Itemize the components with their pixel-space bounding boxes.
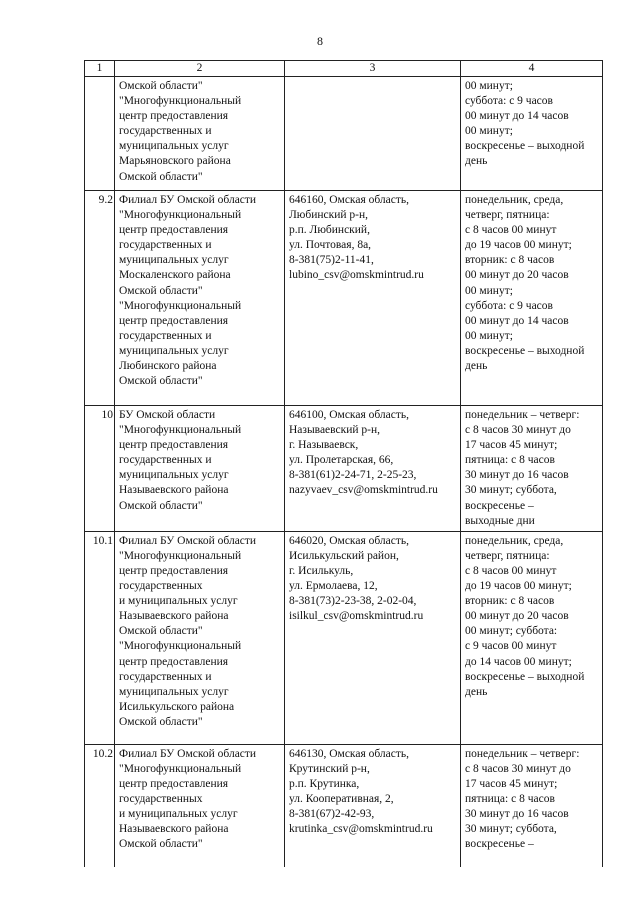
institution-name: Филиал БУ Омской области "Многофункциональный центр предоставления государственных и муниципальных услуг Москаленского района Омской области" "Многофункциональный центр предоставления государственных и муниципальных услуг Любинского района Омской области" (115, 191, 285, 406)
table-row (85, 406, 603, 532)
column-header-hours: 4 (461, 61, 603, 77)
table-row (85, 531, 603, 744)
institution-address: 646020, Омская область, Исилькульский район, г. Исилькуль, ул. Ермолаева, 12, 8-381(73)2-23-38, 2-02-04, isilkul_csv@omskmintrud.ru (285, 531, 461, 744)
institution-name: Филиал БУ Омской области "Многофункциональный центр предоставления государственных и муниципальных услуг Называевского района Омской области" (115, 744, 285, 867)
column-header-number: 1 (85, 61, 115, 77)
row-number (85, 77, 115, 191)
institution-name: Филиал БУ Омской области "Многофункциональный центр предоставления государственных и муниципальных услуг Называевского района Омской области" "Многофункциональный центр предоставления государственных и муниципальных услуг Исилькульского района Омской области" (115, 531, 285, 744)
page-number: 8 (317, 34, 323, 48)
institutions-table (84, 60, 603, 867)
table-row (85, 191, 603, 406)
institution-name: БУ Омской области "Многофункциональный центр предоставления государственных и муниципальных услуг Называевского района Омской области" (115, 406, 285, 532)
row-number: 9.2 (85, 191, 115, 406)
table-row (85, 77, 603, 191)
column-header-address: 3 (285, 61, 461, 77)
institution-address: 646160, Омская область, Любинский р-н, р.п. Любинский, ул. Почтовая, 8а, 8-381(75)2-11-41, lubino_csv@omskmintrud.ru (285, 191, 461, 406)
table-header-row (85, 61, 603, 77)
row-number: 10.1 (85, 531, 115, 744)
institution-address: 646130, Омская область, Крутинский р-н, р.п. Крутинка, ул. Кооперативная, 2, 8-381(67)2-42-93, krutinka_csv@omskmintrud.ru (285, 744, 461, 867)
column-header-name: 2 (115, 61, 285, 77)
working-hours: понедельник, среда, четверг, пятница: с 8 часов 00 минут до 19 часов 00 минут; вторник: с 8 часов 00 минут до 20 часов 00 минут; суббота: с 9 часов 00 минут до 14 часов 00 минут; воскресенье – выходной день (461, 531, 603, 744)
row-number: 10 (85, 406, 115, 532)
working-hours: понедельник, среда, четверг, пятница: с 8 часов 00 минут до 19 часов 00 минут; вторник: с 8 часов 00 минут до 20 часов 00 минут; суббота: с 9 часов 00 минут до 14 часов 00 минут; воскресенье – выходной день (461, 191, 603, 406)
row-number: 10.2 (85, 744, 115, 867)
table-row (85, 744, 603, 867)
institution-address: 646100, Омская область, Называевский р-н, г. Называевск, ул. Пролетарская, 66, 8-381(61)2-24-71, 2-25-23, nazyvaev_csv@omskmintrud.ru (285, 406, 461, 532)
institution-name: Омской области" "Многофункциональный центр предоставления государственных и муниципальных услуг Марьяновского района Омской области" (115, 77, 285, 191)
working-hours: понедельник – четверг: с 8 часов 30 минут до 17 часов 45 минут; пятница: с 8 часов 30 минут до 16 часов 30 минут; суббота, воскресенье – выходные дни (461, 406, 603, 532)
institution-address (285, 77, 461, 191)
working-hours: 00 минут; суббота: с 9 часов 00 минут до 14 часов 00 минут; воскресенье – выходной день (461, 77, 603, 191)
working-hours: понедельник – четверг: с 8 часов 30 минут до 17 часов 45 минут; пятница: с 8 часов 30 минут до 16 часов 30 минут; суббота, воскресенье – (461, 744, 603, 867)
